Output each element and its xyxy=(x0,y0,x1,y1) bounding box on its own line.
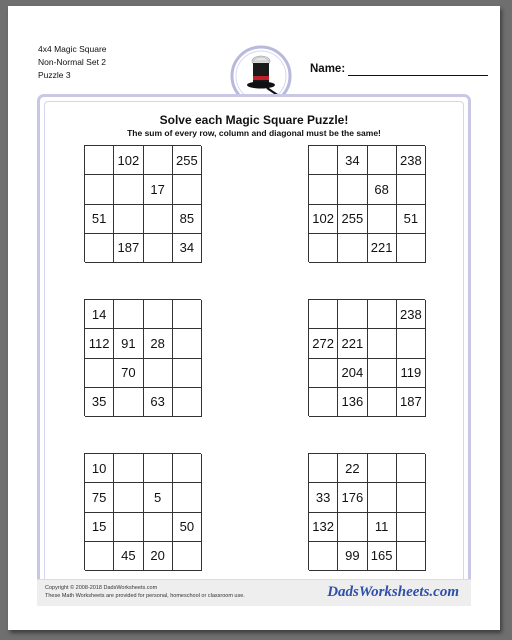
copyright-text: Copyright © 2008-2018 DadsWorksheets.com xyxy=(45,585,158,591)
empty-cell[interactable] xyxy=(397,175,426,204)
empty-cell[interactable] xyxy=(309,175,338,204)
empty-cell[interactable] xyxy=(85,542,114,571)
given-cell: 221 xyxy=(368,234,397,263)
empty-cell[interactable] xyxy=(173,329,202,358)
footer-copyright xyxy=(45,584,245,600)
empty-cell[interactable] xyxy=(368,483,397,512)
given-cell: 187 xyxy=(397,388,426,417)
empty-cell[interactable] xyxy=(309,359,338,388)
empty-cell[interactable] xyxy=(114,513,143,542)
empty-cell[interactable] xyxy=(144,513,173,542)
given-cell: 50 xyxy=(173,513,202,542)
empty-cell[interactable] xyxy=(397,483,426,512)
given-cell: 255 xyxy=(338,205,367,234)
empty-cell[interactable] xyxy=(368,300,397,329)
empty-cell[interactable] xyxy=(144,300,173,329)
given-cell: 63 xyxy=(144,388,173,417)
worksheet-meta xyxy=(38,43,107,82)
given-cell: 238 xyxy=(397,300,426,329)
given-cell: 75 xyxy=(85,483,114,512)
given-cell: 272 xyxy=(309,329,338,358)
empty-cell[interactable] xyxy=(114,205,143,234)
given-cell: 204 xyxy=(338,359,367,388)
given-cell: 34 xyxy=(173,234,202,263)
empty-cell[interactable] xyxy=(397,329,426,358)
magic-square-grid xyxy=(308,299,425,416)
usage-text: These Math Worksheets are provided for personal, homeschool or classroom use. xyxy=(45,593,245,599)
given-cell: 22 xyxy=(338,454,367,483)
name-label: Name: xyxy=(310,63,346,75)
given-cell: 136 xyxy=(338,388,367,417)
empty-cell[interactable] xyxy=(338,300,367,329)
empty-cell[interactable] xyxy=(144,205,173,234)
given-cell: 221 xyxy=(338,329,367,358)
empty-cell[interactable] xyxy=(173,300,202,329)
empty-cell[interactable] xyxy=(173,483,202,512)
given-cell: 20 xyxy=(144,542,173,571)
given-cell: 33 xyxy=(309,483,338,512)
magic-square-grid xyxy=(84,299,201,416)
magic-square-grid xyxy=(84,453,201,570)
given-cell: 68 xyxy=(368,175,397,204)
empty-cell[interactable] xyxy=(173,359,202,388)
empty-cell[interactable] xyxy=(173,454,202,483)
empty-cell[interactable] xyxy=(338,175,367,204)
empty-cell[interactable] xyxy=(114,388,143,417)
given-cell: 11 xyxy=(368,513,397,542)
magic-square-grid xyxy=(308,453,425,570)
empty-cell[interactable] xyxy=(309,454,338,483)
given-cell: 255 xyxy=(173,146,202,175)
worksheet-set: Non-Normal Set 2 xyxy=(38,57,107,67)
empty-cell[interactable] xyxy=(397,454,426,483)
footer xyxy=(37,579,471,606)
empty-cell[interactable] xyxy=(309,542,338,571)
empty-cell[interactable] xyxy=(338,234,367,263)
given-cell: 176 xyxy=(338,483,367,512)
given-cell: 28 xyxy=(144,329,173,358)
given-cell: 102 xyxy=(309,205,338,234)
worksheet-title: 4x4 Magic Square xyxy=(38,44,107,54)
given-cell: 35 xyxy=(85,388,114,417)
given-cell: 85 xyxy=(173,205,202,234)
name-line[interactable] xyxy=(348,75,488,76)
given-cell: 10 xyxy=(85,454,114,483)
given-cell: 34 xyxy=(338,146,367,175)
empty-cell[interactable] xyxy=(144,454,173,483)
empty-cell[interactable] xyxy=(397,234,426,263)
given-cell: 238 xyxy=(397,146,426,175)
empty-cell[interactable] xyxy=(85,146,114,175)
empty-cell[interactable] xyxy=(397,542,426,571)
given-cell: 91 xyxy=(114,329,143,358)
given-cell: 51 xyxy=(397,205,426,234)
empty-cell[interactable] xyxy=(368,388,397,417)
empty-cell[interactable] xyxy=(309,234,338,263)
given-cell: 99 xyxy=(338,542,367,571)
given-cell: 17 xyxy=(144,175,173,204)
given-cell: 132 xyxy=(309,513,338,542)
magic-square-grid xyxy=(84,145,201,262)
instructions-subtitle: The sum of every row, column and diagonal must be the same! xyxy=(127,128,381,138)
given-cell: 51 xyxy=(85,205,114,234)
name-field[interactable] xyxy=(310,63,488,77)
worksheet-page xyxy=(8,6,500,630)
given-cell: 102 xyxy=(114,146,143,175)
magic-square-grid xyxy=(308,145,425,262)
worksheet-puzzle-number: Puzzle 3 xyxy=(38,70,71,80)
empty-cell[interactable] xyxy=(85,175,114,204)
empty-cell[interactable] xyxy=(173,542,202,571)
brand-logo[interactable]: DadsWorksheets.com xyxy=(327,584,459,600)
empty-cell[interactable] xyxy=(338,513,367,542)
empty-cell[interactable] xyxy=(309,388,338,417)
empty-cell[interactable] xyxy=(114,175,143,204)
empty-cell[interactable] xyxy=(144,234,173,263)
given-cell: 187 xyxy=(114,234,143,263)
given-cell: 14 xyxy=(85,300,114,329)
given-cell: 5 xyxy=(144,483,173,512)
given-cell: 70 xyxy=(114,359,143,388)
empty-cell[interactable] xyxy=(173,175,202,204)
given-cell: 112 xyxy=(85,329,114,358)
empty-cell[interactable] xyxy=(368,454,397,483)
empty-cell[interactable] xyxy=(144,359,173,388)
empty-cell[interactable] xyxy=(368,205,397,234)
given-cell: 119 xyxy=(397,359,426,388)
empty-cell[interactable] xyxy=(309,300,338,329)
empty-cell[interactable] xyxy=(85,359,114,388)
given-cell: 45 xyxy=(114,542,143,571)
empty-cell[interactable] xyxy=(368,146,397,175)
empty-cell[interactable] xyxy=(368,359,397,388)
empty-cell[interactable] xyxy=(114,483,143,512)
empty-cell[interactable] xyxy=(114,454,143,483)
empty-cell[interactable] xyxy=(397,513,426,542)
instructions-title: Solve each Magic Square Puzzle! xyxy=(159,113,349,127)
empty-cell[interactable] xyxy=(173,388,202,417)
empty-cell[interactable] xyxy=(114,300,143,329)
given-cell: 165 xyxy=(368,542,397,571)
empty-cell[interactable] xyxy=(85,234,114,263)
empty-cell[interactable] xyxy=(309,146,338,175)
empty-cell[interactable] xyxy=(144,146,173,175)
given-cell: 15 xyxy=(85,513,114,542)
empty-cell[interactable] xyxy=(368,329,397,358)
